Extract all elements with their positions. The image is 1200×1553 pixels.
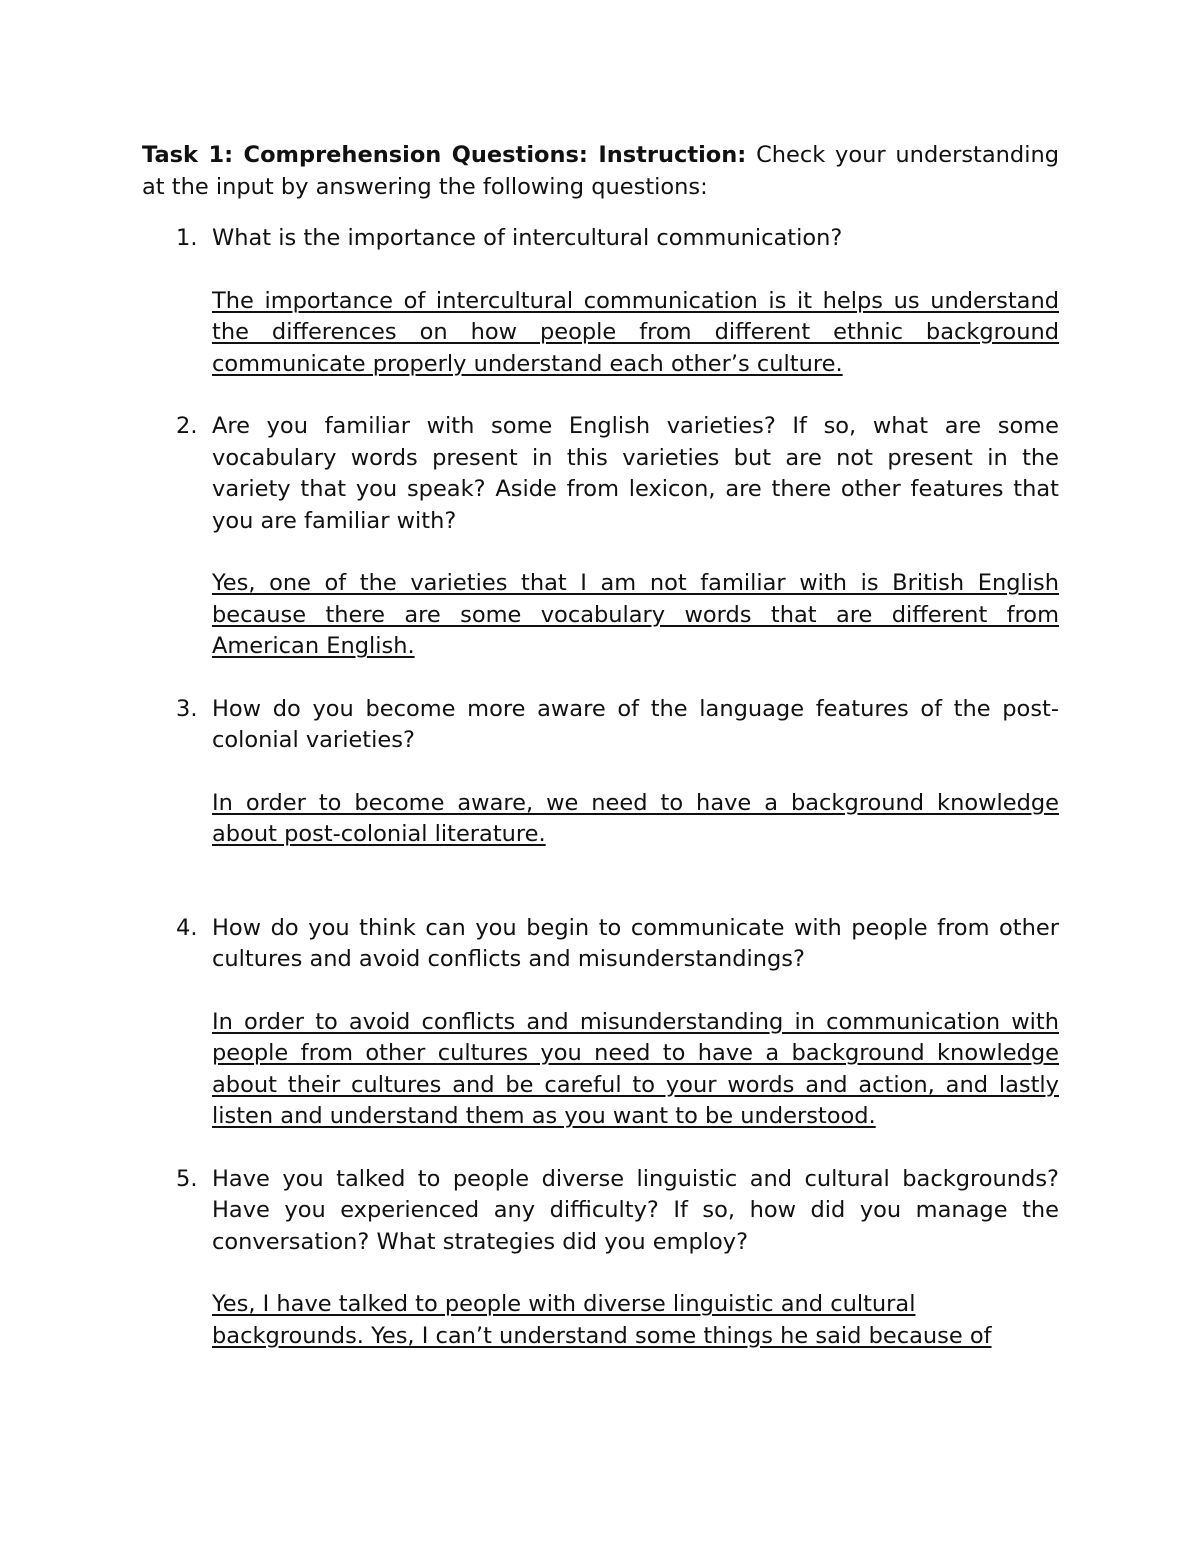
- question-number: 1.: [176, 225, 198, 251]
- question-number: 5.: [176, 1165, 198, 1192]
- answer-text: In order to avoid conflicts and misunderstanding in communication with people from other cultures you need to have a background knowledge about their cultures and be careful to your words and action, and lastly listen and understand them as you want to be understood.: [212, 1008, 1059, 1129]
- question-number: 2.: [176, 413, 198, 439]
- question-item-3: [142, 694, 1059, 851]
- question-item-4: [142, 913, 1059, 1133]
- document-body: [142, 140, 1059, 1383]
- question-item-2: [142, 411, 1059, 663]
- question-text: How do you become more aware of the language features of the post-colonial varieties?: [212, 695, 1059, 753]
- question-item-1: [142, 223, 1059, 380]
- answer-text: The importance of intercultural communication is it helps us understand the differences on how people from different ethnic background communicate properly understand each other’s culture.: [212, 287, 1059, 377]
- question-text: Are you familiar with some English varieties? If so, what are some vocabulary words present in this varieties but are not present in the variety that you speak? Aside from lexicon, are there other features that you are familiar with?: [212, 413, 1059, 534]
- answer-text: In order to become aware, we need to have a background knowledge about post-colonial literature.: [212, 789, 1059, 847]
- task-instruction: Check your understanding at the input by answering the following questions:: [142, 142, 1059, 200]
- question-text: How do you think can you begin to communicate with people from other cultures and avoid conflicts and misunderstandings?: [212, 914, 1059, 972]
- blank-line: [142, 882, 1059, 913]
- question-item-5: [142, 1164, 1059, 1353]
- task-heading: Task 1: Comprehension Questions: Instruction:: [142, 142, 747, 168]
- question-text: What is the importance of intercultural communication?: [212, 225, 843, 251]
- question-text: Have you talked to people diverse linguistic and cultural backgrounds? Have you experienced any difficulty? If so, how did you manage the conversation? What strategies did you employ?: [212, 1165, 1059, 1255]
- question-number: 3.: [176, 695, 198, 722]
- answer-text: Yes, one of the varieties that I am not familiar with is British English because there are some vocabulary words that are different from American English.: [212, 570, 1059, 659]
- answer-text: Yes, I have talked to people with diverse linguistic and cultural backgrounds. Yes, I can’t understand some things he said because of: [212, 1291, 992, 1349]
- question-number: 4.: [176, 914, 198, 941]
- task-intro: [142, 140, 1059, 203]
